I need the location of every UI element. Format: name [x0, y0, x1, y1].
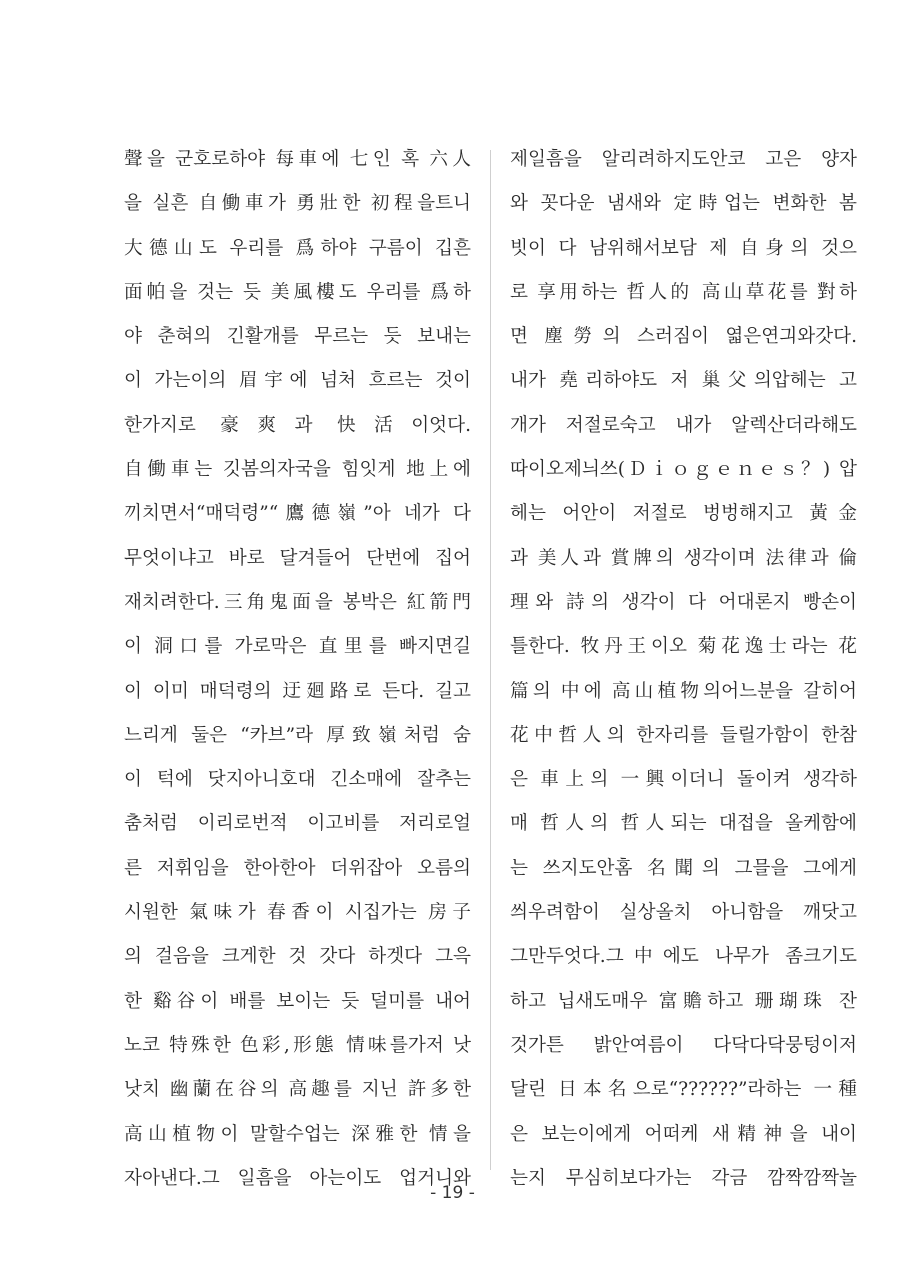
text-line: 개가 저절로숙고 내가 알렉산더라해도: [510, 414, 857, 436]
text-line: 빗이 다 남위해서보담 제 自身의 것으: [510, 237, 857, 259]
text-line: 과 美人과 賞牌의 생각이며 法律과 倫: [510, 547, 857, 569]
text-line: 그만두엇다.그中에도 나무가 좀크기도: [510, 946, 857, 968]
page-number: - 19 -: [430, 1183, 475, 1203]
text-line: 는지 무심히보다가는 각금 깜짝깜짝놀: [510, 1167, 857, 1189]
text-line: 야 춘혀의 긴활개를 무르는 듯 보내는: [124, 326, 471, 348]
text-line: 따이오제늬쓰(Ｄｉｏｇｅｎｅｓ？) 압: [510, 459, 857, 481]
text-line: 로 享用하는 哲人的 高山草花를 對하: [510, 281, 857, 303]
text-line: 것가튼 밝안여름이 다닥다닥뭉텅이저: [510, 1034, 857, 1056]
text-line: 을 실흔 自働車가 勇壯한 初程을트니: [124, 193, 471, 215]
text-line: 매 哲人의 哲人되는 대접을 올케함에: [510, 813, 857, 835]
text-line: 이 턱에 닷지아니호대 긴소매에 잘추는: [124, 769, 471, 791]
text-line: 시원한 氣味가 春香이 시집가는 房子: [124, 902, 471, 924]
text-line: 른 저휘임을 한아한아 더위잡아 오름의: [124, 857, 471, 879]
text-line: 大德山도 우리를 爲하야 구름이 깁흔: [124, 237, 471, 259]
text-line: 면 塵勞의 스러짐이 엷은연긔와갓다.: [510, 326, 857, 348]
text-line: 面帕을 것는 듯 美風樓도 우리를 爲하: [124, 281, 471, 303]
text-line: 제일흠을 알리려하지도안코 고은 양자: [510, 149, 857, 170]
text-line: 이 洞口를 가로막은 直里를 빠지면길: [124, 636, 471, 658]
text-line: 의 걸음을 크게한 것 갓다 하겟다 그윽: [124, 946, 471, 968]
text-line: 篇의 中에 高山植物의어느분을 갈히어: [510, 680, 857, 702]
text-line: 내가 堯리하야도 저 巢父의압헤는 고: [510, 370, 857, 392]
text-line: 는 쓰지도안홈 名聞의 그믈을 그에게: [510, 857, 857, 879]
left-text-column: [124, 138, 471, 1201]
text-line: 하고 닙새도매우 富贍하고 珊瑚珠 잔: [510, 990, 857, 1012]
text-line: 와 꼿다운 냄새와 定時업는 변화한 봄: [510, 193, 857, 215]
text-line: 무엇이냐고 바로 달겨들어 단번에 집어: [124, 547, 471, 569]
right-text-column: [510, 138, 857, 1201]
text-line: 聲을 군호로하야 每車에 七인 혹 六人: [124, 149, 471, 170]
text-line: 재치려한다.三角鬼面을 봉박은 紅箭門: [124, 591, 471, 613]
text-line: 낫치 幽蘭在谷의 高趣를 지닌 許多한: [124, 1079, 471, 1101]
text-line: 自働車는 깃봄의자국을 힘잇게 地上에: [124, 459, 471, 481]
text-line: 花中哲人의 한자리를 들릴가함이 한참: [510, 724, 857, 746]
text-line: 느리게 둘은 “카브”라 厚致嶺처럼 숨: [124, 724, 471, 746]
text-line: 노코 特殊한 色彩,形態 情味를가저 낫: [124, 1034, 471, 1056]
text-line: 理와 詩의 생각이 다 어대론지 빵손이: [510, 591, 857, 613]
text-line: 이 이미 매덕령의 迂廻路로 든다. 길고: [124, 680, 471, 702]
text-line: 자아낸다.그 일흠을 아는이도 업거니와: [124, 1167, 471, 1189]
column-divider: [490, 150, 491, 1170]
text-line: 은 보는이에게 어떠케 새精神을 내이: [510, 1123, 857, 1145]
text-line: 한가지로 豪爽과 快活이엇다.: [124, 414, 471, 436]
text-line: 춤처럼 이리로번적 이고비를 저리로얼: [124, 813, 471, 835]
text-line: 헤는 어안이 저절로 벙벙해지고 黃金: [510, 503, 857, 525]
text-line: 한 谿谷이 배를 보이는 듯 덜미를 내어: [124, 990, 471, 1012]
text-line: 이 가는이의 眉宇에 넘처 흐르는 것이: [124, 370, 471, 392]
text-line: 끼치면서“매덕령”“鷹德嶺”아 네가 다: [124, 503, 471, 525]
text-line: 달린 日本名으로“??????”라하는 一種: [510, 1079, 857, 1101]
text-line: 은 車上의 一興이더니 돌이켜 생각하: [510, 769, 857, 791]
text-line: 씌우려함이 실상올치 아니함을 깨닷고: [510, 902, 857, 924]
text-line: 高山植物이 말할수업는 深雅한 情을: [124, 1123, 471, 1145]
text-line: 틀한다. 牧丹王이오 菊花逸士라는 花: [510, 636, 857, 658]
